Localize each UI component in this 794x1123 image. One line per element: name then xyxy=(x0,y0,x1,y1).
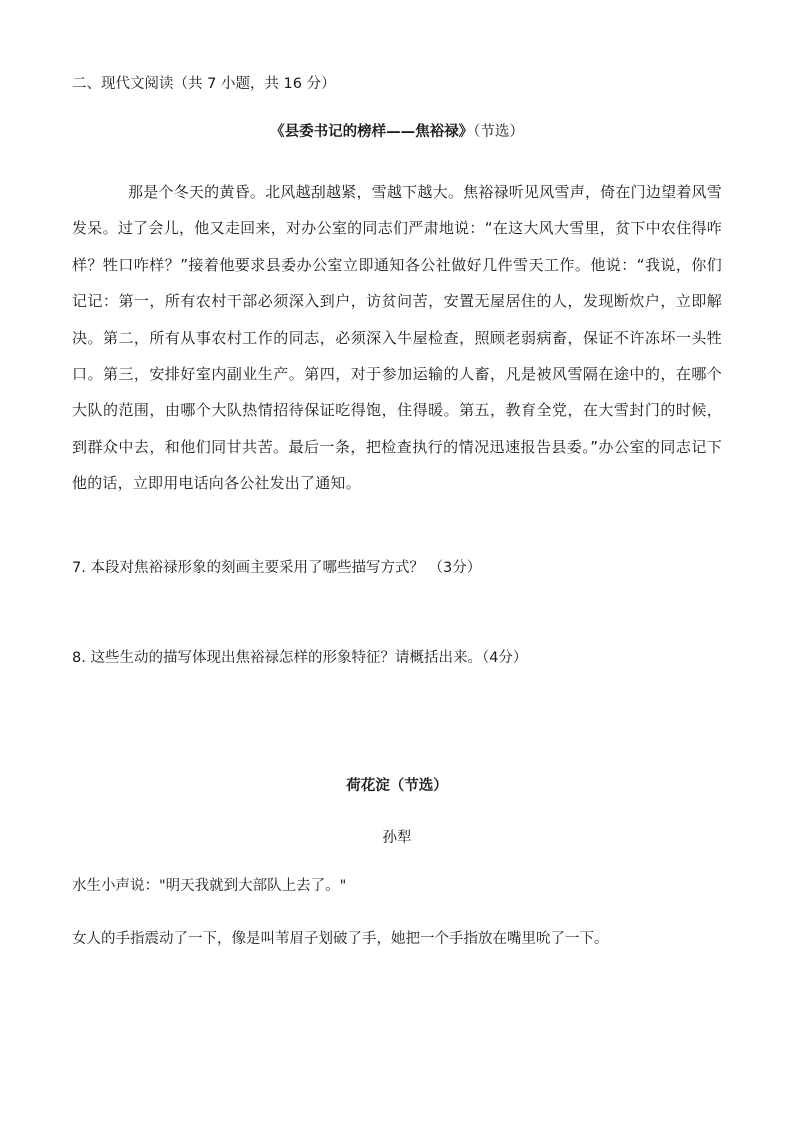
passage2-line-1: 水生小声说："明天我就到大部队上去了。" xyxy=(72,878,347,894)
question-7: 7. 本段对焦裕禄形象的刻画主要采用了哪些描写方式？ （3分） xyxy=(72,560,482,576)
passage1-title-row xyxy=(0,122,794,142)
section-heading: 二、现代文阅读（共 7 小题，共 16 分） xyxy=(72,76,336,92)
passage1-title-note: （节选） xyxy=(473,124,524,140)
passage2-title: 荷花淀（节选） xyxy=(346,778,448,794)
passage2-line-2: 女人的手指震动了一下，像是叫苇眉子划破了手，她把一个手指放在嘴里吮了一下。 xyxy=(72,931,609,947)
question-8: 8. 这些生动的描写体现出焦裕禄怎样的形象特征？请概括出来。（4分） xyxy=(72,650,528,666)
passage2-author: 孙犁 xyxy=(382,830,412,846)
passage1-body: 那是个冬天的黄昏。北风越刮越紧，雪越下越大。焦裕禄听见风雪声，倚在门边望着风雪发呆。过了会儿，他又走回来，对办公室的同志们严肃地说：“在这大风大雪里，贫下中农住得咋样？牲口咋样？”接着他要求县委办公室立即通知各公社做好几件雪天工作。他说：“我说，你们记记：第一，所有农村干部必须深入到户，访贫问苦，安置无屋居住的人，发现断炊户，立即解决。第二，所有从事农村工作的同志，必须深入牛屋检查，照顾老弱病畜，保证不许冻坏一头牲口。第三，安排好室内副业生产。第四，对于参加运输的人畜，凡是被风雪隔在途中的，在哪个大队的范围，由哪个大队热情招待保证吃得饱，住得暖。第五，教育全党，在大雪封门的时候，到群众中去，和他们同甘共苦。最后一条，把检查执行的情况迅速报告县委。”办公室的同志记下他的话，立即用电话向各公社发出了通知。 xyxy=(72,183,722,493)
passage1-title: 《县委书记的榜样——焦裕禄》 xyxy=(270,124,474,140)
